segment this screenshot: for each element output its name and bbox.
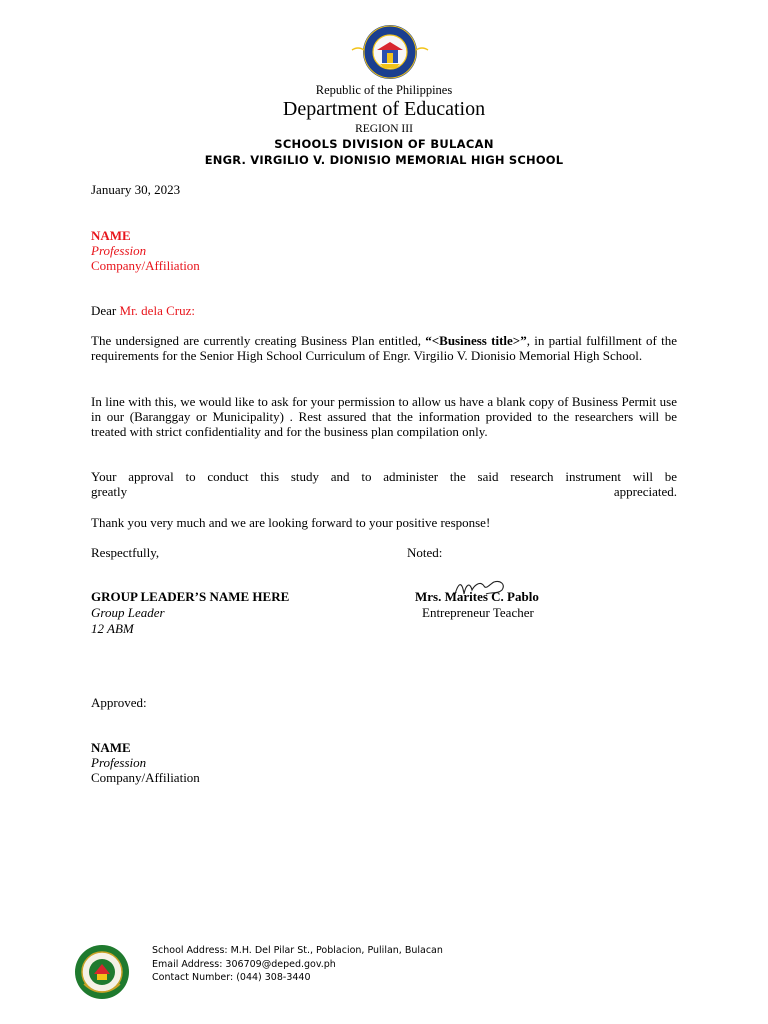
paragraph-1-end: , in partial fulfillment of the requirements for the Senior High School Curriculum of Engr. Virgilio V. Dionisio Memorial High School. — [91, 333, 677, 363]
business-title-placeholder: “<Business title>” — [425, 333, 527, 348]
group-leader-role: Group Leader — [91, 605, 165, 620]
approver-profession: Profession — [91, 755, 147, 770]
teacher-name: Mrs. Marites C. Pablo — [415, 589, 539, 604]
school-seal-logo — [70, 944, 134, 1000]
paragraph-1 — [91, 333, 677, 363]
paragraph-4: Thank you very much and we are looking forward to your positive response! — [91, 515, 491, 530]
group-leader-name: GROUP LEADER’S NAME HERE — [91, 589, 290, 604]
region-line: REGION III — [355, 123, 413, 135]
approver-name: NAME — [91, 740, 131, 755]
letter-date: January 30, 2023 — [91, 182, 181, 197]
republic-line: Republic of the Philippines — [315, 83, 453, 97]
salutation — [91, 303, 195, 318]
approved-label: Approved: — [91, 695, 147, 710]
school-name: ENGR. VIRGILIO V. DIONISIO MEMORIAL HIGH SCHOOL — [204, 153, 564, 167]
paragraph-3-greatly: greatly — [91, 484, 128, 499]
footer-email: Email Address: 306709@deped.gov.ph — [152, 958, 336, 970]
paragraph-3-appreciated: appreciated. — [613, 484, 677, 499]
paragraph-2: In line with this, we would like to ask for your permission to allow us have a blank copy of Business Permit use in our (Baranggay or Municipality) . Rest assured that the information provided to the researchers will be treated with strict confidentiality and for the business plan compilation only. — [91, 394, 677, 439]
salutation-prefix: Dear — [91, 303, 120, 318]
department-title: Department of Education — [282, 98, 486, 120]
salutation-name: Mr. dela Cruz: — [119, 303, 195, 318]
recipient-company: Company/Affiliation — [91, 258, 200, 273]
noted-label: Noted: — [407, 545, 443, 560]
group-leader-section: 12 ABM — [91, 621, 134, 636]
paragraph-1-start: The undersigned are currently creating Business Plan entitled, — [91, 333, 426, 348]
approver-company: Company/Affiliation — [91, 770, 200, 785]
footer-address: School Address: M.H. Del Pilar St., Poblacion, Pulilan, Bulacan — [152, 945, 443, 956]
respectfully-label: Respectfully, — [91, 545, 160, 560]
teacher-role: Entrepreneur Teacher — [422, 605, 534, 620]
deped-seal-logo — [344, 24, 436, 80]
footer-contact-number: Contact Number: (044) 308-3440 — [152, 972, 311, 983]
footer-contact-block — [152, 944, 443, 985]
recipient-profession: Profession — [91, 243, 147, 258]
division-line: SCHOOLS DIVISION OF BULACAN — [274, 137, 494, 151]
recipient-name: NAME — [91, 228, 131, 243]
paragraph-3-line-1: Your approval to conduct this study and to administer the said research instrument will be — [91, 469, 677, 484]
